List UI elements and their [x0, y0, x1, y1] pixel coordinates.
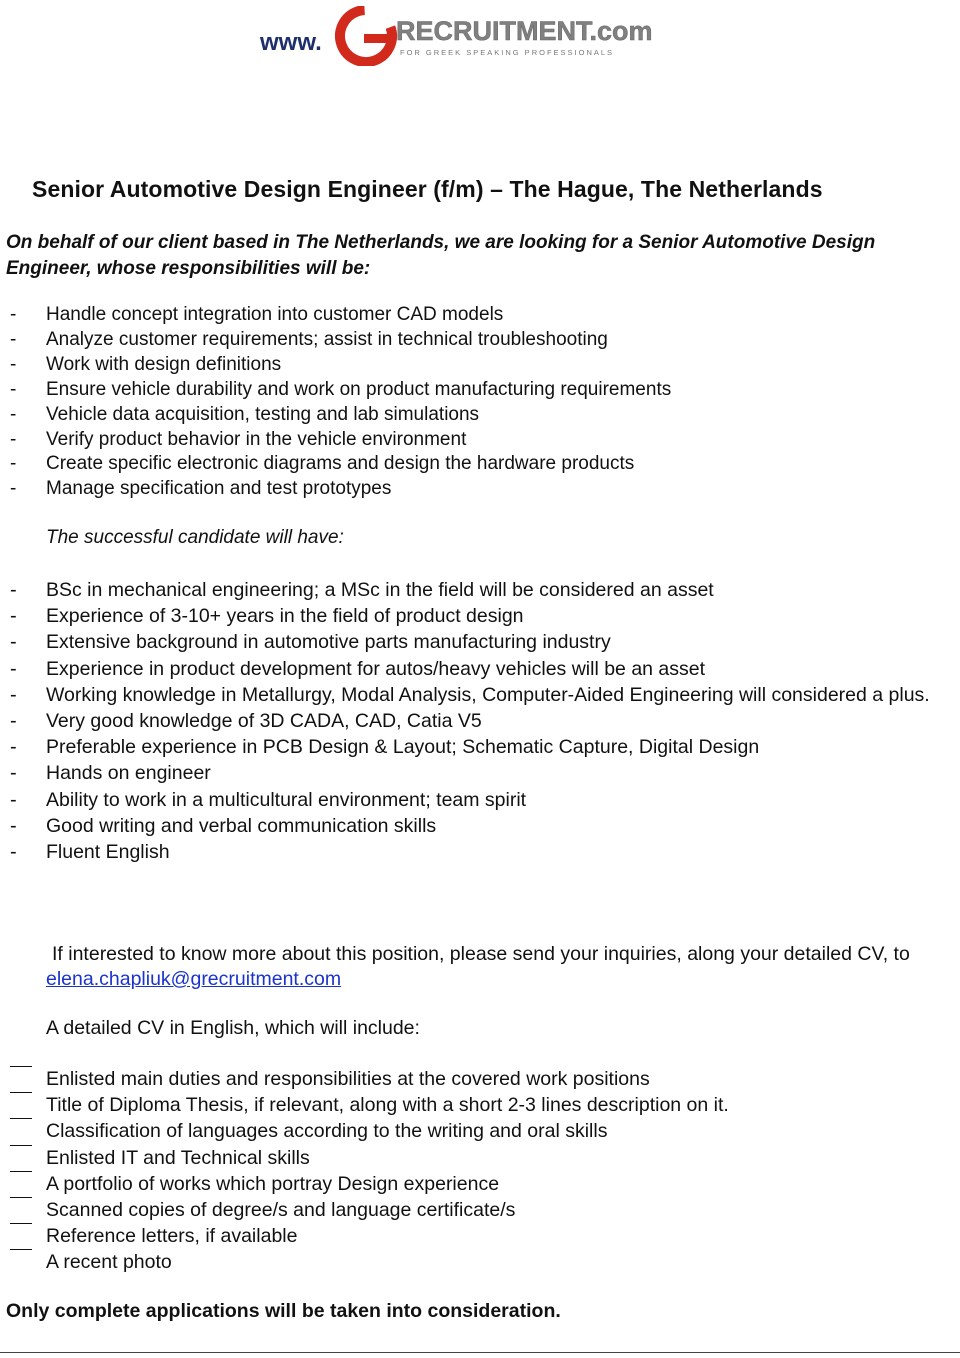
- requirements-list: [10, 577, 955, 865]
- list-item: - Experience in product development for autos/heavy vehicles will be an asset: [10, 657, 706, 680]
- closing-statement: Only complete applications will be taken into consideration.: [6, 1300, 561, 1322]
- list-item: - Create specific electronic diagrams and design the hardware products: [10, 453, 635, 475]
- logo-wordmark: RECRUITMENT.com: [396, 16, 653, 46]
- list-item: - Manage specification and test prototypes: [10, 478, 392, 500]
- list-item: - Good writing and verbal communication skills: [10, 814, 437, 837]
- list-item: - Ability to work in a multicultural environment; team spirit: [10, 788, 527, 811]
- list-item: - Handle concept integration into customer CAD models: [10, 304, 504, 325]
- dash-icon: [10, 1145, 32, 1146]
- list-item: A recent photo: [10, 1249, 955, 1275]
- page-divider: [0, 1352, 960, 1353]
- list-item: Scanned copies of degree/s and language certificate/s: [10, 1197, 955, 1223]
- logo-graphic: [250, 6, 700, 66]
- list-item: - BSc in mechanical engineering; a MSc in the field will be considered an asset: [10, 579, 714, 601]
- email-link[interactable]: elena.chapliuk@grecruitment.com: [46, 968, 342, 990]
- dash-icon: [10, 1171, 32, 1172]
- logo-prefix: www.: [260, 29, 322, 56]
- candidate-heading: The successful candidate will have:: [46, 527, 344, 548]
- contact-paragraph: [46, 942, 946, 992]
- grecruitment-logo: [250, 6, 700, 66]
- job-title: Senior Automotive Design Engineer (f/m) – The Hague, The Netherlands: [32, 176, 823, 202]
- list-item: Enlisted main duties and responsibilities at the covered work positions: [10, 1066, 955, 1092]
- list-item: - Experience of 3-10+ years in the field of product design: [10, 605, 524, 628]
- list-item: A portfolio of works which portray Design experience: [10, 1171, 955, 1197]
- list-item: - Extensive background in automotive parts manufacturing industry: [10, 631, 611, 654]
- list-item: - Hands on engineer: [10, 762, 211, 785]
- list-item: - Vehicle data acquisition, testing and lab simulations: [10, 403, 480, 425]
- list-item: Reference letters, if available: [10, 1223, 955, 1249]
- list-item: - Analyze customer requirements; assist in technical troubleshooting: [10, 328, 608, 350]
- dash-icon: [10, 1197, 32, 1198]
- responsibilities-list: [10, 303, 955, 502]
- list-item: - Very good knowledge of 3D CADA, CAD, Catia V5: [10, 710, 482, 733]
- dash-icon: [10, 1249, 32, 1250]
- list-item: - Ensure vehicle durability and work on product manufacturing requirements: [10, 378, 672, 400]
- list-item: Title of Diploma Thesis, if relevant, along with a short 2-3 lines description on it.: [10, 1092, 955, 1118]
- dash-icon: [10, 1118, 32, 1119]
- list-item: - Work with design definitions: [10, 353, 282, 375]
- list-item: Classification of languages according to the writing and oral skills: [10, 1118, 955, 1144]
- cv-heading: A detailed CV in English, which will include:: [46, 1017, 420, 1039]
- dash-icon: [10, 1223, 32, 1224]
- contact-text: If interested to know more about this position, please send your inquiries, along your detailed CV, to: [52, 943, 910, 965]
- intro-paragraph: On behalf of our client based in The Netherlands, we are looking for a Senior Automotive Design Engineer, whose responsibilities will be:: [6, 232, 876, 279]
- list-item: Enlisted IT and Technical skills: [10, 1145, 955, 1171]
- logo-tagline: FOR GREEK SPEAKING PROFESSIONALS: [400, 48, 615, 57]
- dash-icon: [10, 1092, 32, 1093]
- list-item: - Preferable experience in PCB Design & Layout; Schematic Capture, Digital Design: [10, 736, 760, 759]
- list-item: - Fluent English: [10, 841, 170, 864]
- list-item: - Working knowledge in Metallurgy, Modal Analysis, Computer-Aided Engineering will considered a plus.: [10, 683, 930, 706]
- list-item: - Verify product behavior in the vehicle environment: [10, 428, 467, 450]
- cv-requirements-list: [10, 1066, 955, 1276]
- dash-icon: [10, 1066, 32, 1067]
